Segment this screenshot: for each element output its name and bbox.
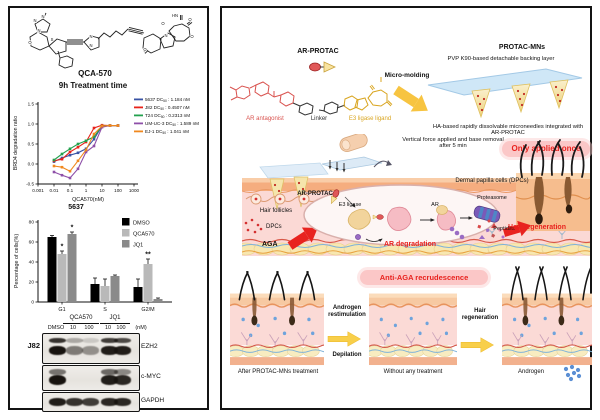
- svg-text:1.0: 1.0: [27, 121, 34, 127]
- skin-block-after-treatment: [230, 264, 324, 368]
- svg-text:JQ1: JQ1: [133, 242, 144, 249]
- protein-band: [49, 338, 66, 343]
- svg-text:0.001: 0.001: [32, 188, 44, 193]
- svg-text:*: *: [60, 243, 64, 251]
- anti-aga-badge: Anti-AGA recrudescence: [360, 270, 488, 285]
- e3-ligand-label: E3 ligase ligand: [348, 116, 392, 122]
- svg-text:10: 10: [99, 188, 105, 193]
- needle-material-label: HA-based rapidly dissolvable microneedles integrated with AR-PROTAC: [432, 124, 584, 136]
- androgen-restimulation-label: Androgen restimulation: [328, 305, 366, 318]
- dpcs-label: DPCs: [266, 224, 282, 230]
- regenerated-hair-skin-patch: [516, 140, 590, 231]
- protein-band: [66, 338, 83, 343]
- protein-band: [66, 398, 83, 406]
- svg-text:0: 0: [31, 300, 34, 306]
- svg-text:S: S: [103, 307, 107, 313]
- blot-lane-label: DMSO: [47, 325, 65, 331]
- right-figure-panel: [220, 6, 592, 410]
- blot-box-gapdh: [42, 392, 140, 412]
- svg-text:DMSO: DMSO: [133, 220, 150, 227]
- only-applied-once-badge: Only applied once: [502, 141, 590, 157]
- svg-text:N: N: [89, 43, 93, 48]
- svg-text:S: S: [50, 37, 54, 42]
- e3-ligand-moiety: [344, 77, 392, 110]
- skin-cross-section-diagram: [242, 133, 590, 273]
- svg-text:G1: G1: [58, 307, 66, 313]
- blot-group-header-jq1: JQ1: [100, 315, 130, 324]
- hair-follicles-label: Hair follicles: [259, 208, 293, 214]
- ar-protac-icon: [306, 60, 340, 74]
- line-chart-cellline-label: 5637: [68, 204, 84, 211]
- blot-unit-label: (nM): [135, 325, 147, 331]
- svg-text:100: 100: [114, 188, 122, 193]
- svg-text:UM-UC-3 DC50 : 1.589 nM: UM-UC-3 $DC_{50}$ : 1.589 nM: [145, 121, 199, 128]
- protein-band: [66, 346, 83, 355]
- bar-chart-plot: [10, 214, 206, 314]
- micro-molding-label: Micro-molding: [384, 72, 430, 79]
- protein-band: [82, 346, 99, 355]
- svg-text:QCA570(nM): QCA570(nM): [72, 197, 104, 203]
- protein-band: [82, 398, 99, 406]
- svg-text:60: 60: [28, 240, 34, 246]
- svg-text:1.5: 1.5: [27, 101, 34, 107]
- line-chart-title: 9h Treatment time: [58, 81, 128, 90]
- blot-cellline-label: J82: [27, 341, 40, 350]
- protein-band: [49, 346, 66, 355]
- blot-group-header-qca570: QCA570: [63, 315, 99, 324]
- svg-text:O: O: [188, 17, 192, 22]
- svg-text:-0.5: -0.5: [26, 181, 34, 187]
- protein-band: [114, 398, 131, 406]
- ar-antagonist-moiety: [230, 82, 294, 106]
- svg-text:5637 DC50 : 1.184 nM: 5637 $DC_{50}$ : 1.184 nM: [145, 97, 190, 104]
- blot-box-cmyc: [42, 365, 140, 391]
- androgen-molecules-icon: [560, 364, 584, 382]
- proteasome-label: Proteasome: [477, 195, 507, 201]
- svg-text:O: O: [143, 47, 147, 52]
- blot-lane-label: 100: [84, 325, 94, 331]
- svg-text:20: 20: [28, 280, 34, 286]
- protein-band: [114, 338, 131, 343]
- svg-text:1000: 1000: [128, 188, 140, 193]
- ar-degradation-label: AR degradation: [383, 241, 437, 248]
- svg-text:**: **: [145, 251, 151, 259]
- svg-text:0.1: 0.1: [66, 188, 74, 193]
- svg-text:Percentage of cells(%): Percentage of cells(%): [14, 233, 20, 289]
- svg-text:1: 1: [84, 188, 88, 193]
- svg-text:O: O: [190, 34, 194, 39]
- depilation-label: Depilation: [332, 352, 362, 358]
- blot-lane-label: 100: [116, 325, 126, 331]
- svg-text:N: N: [41, 14, 45, 19]
- skin-block-androgen: [502, 264, 592, 368]
- microneedle-patch-graphic: [424, 65, 588, 125]
- ar-label: AR: [431, 202, 439, 208]
- left-figure-panel: [8, 6, 209, 410]
- svg-text:J82 DC50 : 0.4507 nM: J82 $DC_{50}$ : 0.4507 nM: [145, 105, 190, 112]
- dpc-cell-label: Dermal papilla cells (DPCs): [455, 178, 529, 184]
- svg-text:0.01: 0.01: [49, 188, 59, 193]
- timeline-arrow2-icon: [460, 336, 498, 354]
- aga-label: AGA: [262, 241, 278, 248]
- protein-band: [82, 338, 99, 343]
- caption-after-treatment: After PROTAC-MNs treatment: [237, 369, 319, 375]
- caption-without-treatment: Without any treatment: [383, 369, 443, 375]
- ar-protein-blob: [387, 207, 410, 230]
- compound-name: QCA-570: [78, 69, 112, 78]
- svg-text:N: N: [89, 34, 93, 39]
- skin-ar-protac-label: AR-PROTAC: [297, 191, 333, 197]
- ar-antagonist-label: AR antagonist: [246, 116, 284, 122]
- svg-text:N: N: [164, 33, 168, 38]
- blot-lane-label: 10: [69, 325, 77, 331]
- backing-layer-label: PVP K90-based detachable backing layer: [447, 56, 555, 62]
- peptides-label: Peptides: [493, 226, 515, 232]
- blot-target-label-ezh2: EZH2: [141, 343, 158, 350]
- svg-text:BRD4 degradation ratio: BRD4 degradation ratio: [13, 115, 19, 171]
- skin-block-without-treatment: [369, 264, 457, 368]
- svg-text:*: *: [70, 224, 74, 232]
- dissolving-patch-base: [260, 163, 328, 178]
- blot-target-label-cmyc: c-MYC: [141, 373, 161, 380]
- protein-band: [49, 375, 66, 385]
- svg-text:HN: HN: [171, 13, 179, 18]
- linker-moiety: [293, 102, 345, 115]
- linker-label: Linker: [310, 116, 328, 122]
- qca570-chemical-structure: [14, 11, 204, 69]
- svg-text:80: 80: [28, 220, 34, 226]
- svg-text:QCA570: QCA570: [133, 231, 155, 238]
- protein-band: [114, 375, 131, 385]
- caption-androgen: Androgen: [517, 369, 545, 375]
- hair-regeneration-arrow-label: Hair regeneration: [461, 308, 499, 321]
- svg-text:N: N: [37, 28, 41, 33]
- blot-box-ezh2: [42, 333, 140, 364]
- svg-text:EJ-1 DC50 : 1.041 nM: EJ-1 $DC_{50}$ : 1.041 nM: [145, 129, 190, 136]
- svg-text:T24 DC50 : 0.2313 nM: T24 $DC_{50}$ : 0.2313 nM: [145, 113, 191, 120]
- vertical-force-label: Vertical force applied and base removal after 5 min: [402, 137, 504, 149]
- ubiquitin-icon: [355, 234, 360, 239]
- svg-text:O: O: [28, 40, 32, 45]
- hair-regeneration-label: Hair regeneration: [508, 224, 566, 231]
- e3-ligase-label: E3 ligase: [338, 202, 362, 208]
- protein-band: [49, 398, 66, 406]
- svg-text:N: N: [33, 18, 37, 23]
- protein-band: [114, 346, 131, 355]
- svg-text:0.5: 0.5: [27, 141, 34, 147]
- line-chart-plot: [10, 92, 142, 206]
- blot-lane-label: 10: [104, 325, 112, 331]
- svg-text:G2/M: G2/M: [141, 307, 155, 313]
- timeline-arrow1-icon: [327, 330, 365, 348]
- ar-protac-title: AR-PROTAC: [297, 48, 339, 55]
- svg-text:O: O: [161, 21, 165, 26]
- protac-mns-title: PROTAC-MNs: [498, 44, 546, 51]
- svg-text:40: 40: [28, 260, 34, 266]
- line-chart-legend: [134, 96, 208, 142]
- svg-text:0.0: 0.0: [27, 161, 34, 167]
- blot-target-label-gapdh: GAPDH: [141, 397, 165, 404]
